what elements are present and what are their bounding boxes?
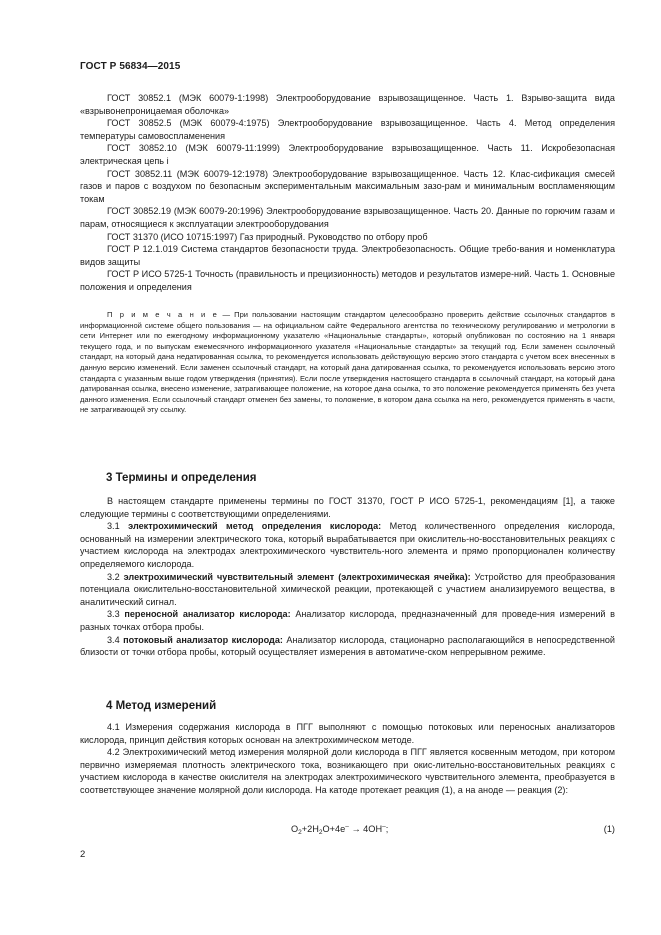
paragraph-4-2: 4.2 Электрохимический метод измерения молярной доли кислорода в ПГГ является косвенным методом, при котором первично измеряемая плотность электрического тока, возникающего при окис-лительно-восстановительных реакциях с участием кислорода в качестве окислителя на электродах электрохимического чувствительного элемента, преобразуется в соответствующее значение молярной доли кислорода. На катоде протекает реакция (1), а на аноде — реакция (2):: [80, 747, 615, 795]
references-list: [80, 92, 615, 294]
reference-item: ГОСТ 30852.11 (МЭК 60079-12:1978) Электрооборудование взрывозащищенное. Часть 12. Клас-сификация смесей газов и паров с воздухом по безопасным экспериментальным максимальным зазо-рам и минимальным воспламеняющим токам: [80, 168, 615, 204]
note-text: — При пользовании настоящим стандартом целесообразно проверить действие ссылочных стандартов в информационной системе общего пользования — на официальном сайте Федерального агентства по техническому регулированию и метрологии в сети Интернет или по ежегодному информационному указателю «Национальные стандарты», который опубликован по состоянию на 1 января текущего года, и по выпускам ежемесячного информационного указателя «Национальные стандарты» за текущий год. Если заменен ссылочный стандарт, на который дана недатированная ссылка, то рекомендуется использовать действующую версию этого стандарта с учетом всех внесенных в данную версию изменений. Если заменен ссылочный стандарт, на который дана датированная ссылка, то рекомендуется использовать версию этого стандарта с указанным выше годом утверждения (принятия). Если после утверждения настоящего стандарта в ссылочный стандарт, на который дана датированная ссылка, внесено изменение, затрагивающее положение, на которое дана ссылка, то это положение рекомендуется применять без учета данного изменения. Если ссылочный стандарт отменен без замены, то положение, в котором дана ссылка на него, рекомендуется применять в части, не затрагивающей эту ссылку.: [80, 310, 615, 415]
section-4-title: 4 Метод измерений: [106, 700, 217, 712]
reference-item: ГОСТ Р ИСО 5725-1 Точность (правильность и прецизионность) методов и результатов измере-ний. Часть 1. Основные положения и определения: [80, 269, 615, 292]
document-header: ГОСТ Р 56834—2015: [80, 61, 181, 72]
reaction-formula: [80, 824, 615, 838]
note-label: П р и м е ч а н и е: [107, 310, 219, 319]
definition-3-3: 3.3 переносной анализатор кислорода: Анализатор кислорода, предназначенный для проведе-ния измерений в разных точках отбора пробы.: [80, 609, 615, 632]
section-3-body: [80, 495, 615, 659]
term: потоковый анализатор кислорода:: [123, 634, 283, 645]
reference-item: ГОСТ 30852.19 (МЭК 60079-20:1996) Электрооборудование взрывозащищенное. Часть 20. Данные по горючим газам и парам, относящиеся к эксплуатации электрооборудования: [80, 206, 615, 229]
section-4-body: [80, 721, 615, 797]
definition-3-2: 3.2 электрохимический чувствительный элемент (электрохимическая ячейка): Устройство для преобразования потенциала окислительно-восстановительной химической реакции, протекающей с участием анализируемого вещества, в аналитический сигнал.: [80, 571, 616, 607]
term: переносной анализатор кислорода:: [124, 609, 291, 620]
definition-3-1: 3.1 электрохимический метод определения кислорода: Метод количественного определения кислорода, основанный на измерении электрического тока, который вырабатывается при окислитель-но-восстановительных реакциях с участием кислорода на электродах электрохимического чувствитель-ного элемента и прямо пропорционален количеству определяемого кислорода.: [80, 521, 616, 569]
paragraph-4-1: 4.1 Измерения содержания кислорода в ПГГ выполняют с помощью потоковых или переносных анализаторов кислорода, принцип действия которых основан на электрохимическом методе.: [80, 722, 615, 745]
term: электрохимический чувствительный элемент (электрохимическая ячейка):: [123, 571, 471, 582]
definition-3-4: 3.4 потоковый анализатор кислорода: Анализатор кислорода, стационарно располагающийся в непосредственной близости от точки отбора пробы, который осуществляет измерения в автоматиче-ском непрерывном режиме.: [80, 634, 615, 658]
equation-number: (1): [603, 824, 615, 834]
section-3-intro: В настоящем стандарте применены термины по ГОСТ 31370, ГОСТ Р ИСО 5725-1, рекомендациям [1], а также следующие термины с соответствующими определениями.: [80, 496, 615, 519]
note-block: [80, 310, 615, 416]
term: электрохимический метод определения кислорода:: [128, 521, 382, 532]
section-3-title: 3 Термины и определения: [106, 472, 257, 484]
reaction-equation: $O_2+2H_2O+4e^- \to 4OH^-$;: [291, 823, 389, 836]
reference-item: ГОСТ 30852.5 (МЭК 60079-4:1975) Электрооборудование взрывозащищенное. Часть 4. Метод определения температуры самовоспламенения: [80, 118, 615, 141]
reference-item: ГОСТ 31370 (ИСО 10715:1997) Газ природный. Руководство по отбору проб: [107, 231, 428, 242]
reference-item: ГОСТ Р 12.1.019 Система стандартов безопасности труда. Электробезопасность. Общие требо-вания и номенклатура видов защиты: [80, 244, 615, 267]
reference-item: ГОСТ 30852.1 (МЭК 60079-1:1998) Электрооборудование взрывозащищенное. Часть 1. Взрыво-защита вида «взрывонепроницаемая оболочка»: [80, 93, 615, 116]
page-number: 2: [80, 849, 86, 860]
reference-item: ГОСТ 30852.10 (МЭК 60079-11:1999) Электрооборудование взрывозащищенное. Часть 11. Искробезопасная электрическая цепь i: [80, 143, 615, 166]
